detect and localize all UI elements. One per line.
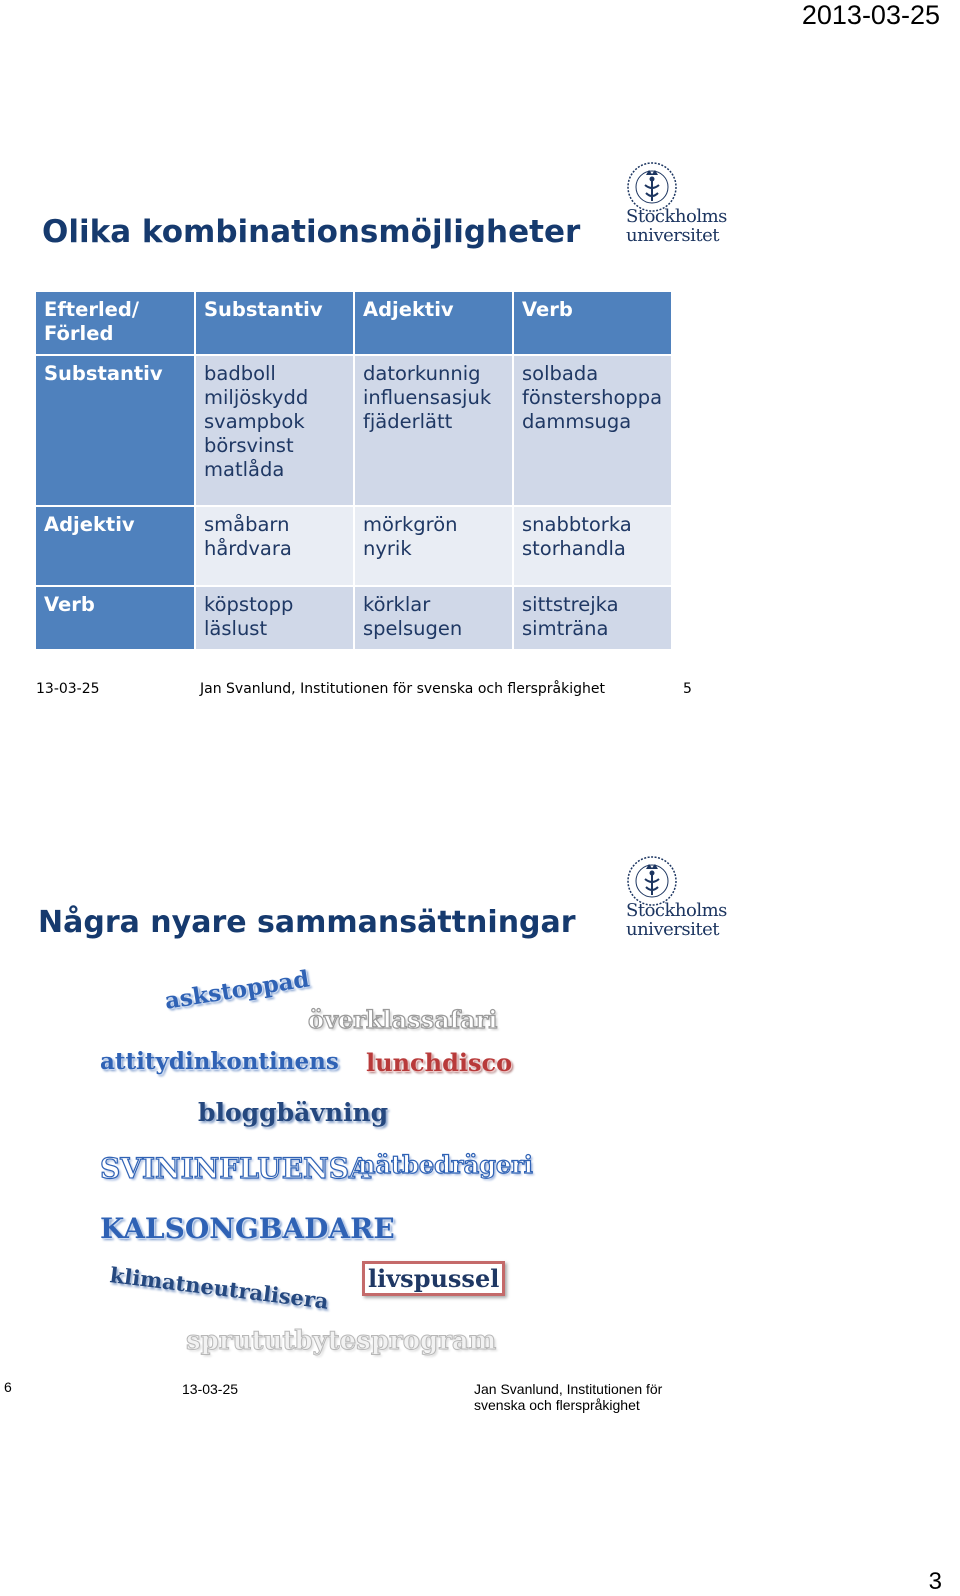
column-header: Substantiv bbox=[195, 291, 354, 355]
compound-word: svampbok bbox=[204, 410, 305, 433]
logo-line1: Stockholms bbox=[626, 900, 727, 921]
table-cell bbox=[513, 355, 672, 506]
combination-table bbox=[34, 290, 673, 651]
logo-line2: universitet bbox=[626, 919, 719, 940]
compound-word: fjäderlätt bbox=[363, 410, 453, 433]
compound-word: läslust bbox=[204, 617, 268, 640]
table-header-row bbox=[35, 291, 672, 355]
table-cell bbox=[354, 586, 513, 650]
word-art: överklassafari bbox=[308, 1005, 498, 1034]
compound-word: köpstopp bbox=[204, 593, 294, 616]
slide2-footer-author-line1: Jan Svanlund, Institutionen för bbox=[474, 1381, 663, 1397]
word-art: attitydinkontinens bbox=[100, 1048, 339, 1075]
compound-word: storhandla bbox=[522, 537, 626, 560]
corner-line1: Efterled/ bbox=[44, 298, 139, 321]
word-art: lunchdisco bbox=[366, 1048, 513, 1077]
slide1-footer-date: 13-03-25 bbox=[36, 681, 100, 697]
table-cell bbox=[195, 506, 354, 586]
compound-word: hårdvara bbox=[204, 537, 292, 560]
word-art: SVININFLUENSA bbox=[100, 1152, 371, 1185]
table-row bbox=[35, 506, 672, 586]
word-art: livspussel bbox=[362, 1261, 505, 1296]
table-cell bbox=[513, 586, 672, 650]
compound-word: fönstershoppa bbox=[522, 386, 663, 409]
header-date: 2013-03-25 bbox=[801, 0, 940, 30]
slide2-footer-date: 13-03-25 bbox=[182, 1381, 239, 1397]
compound-word: badboll bbox=[204, 362, 276, 385]
stockholm-university-logo bbox=[626, 161, 730, 253]
table-row bbox=[35, 355, 672, 506]
row-header: Adjektiv bbox=[35, 506, 195, 586]
compound-word: körklar bbox=[363, 593, 431, 616]
compound-word: influensasjuk bbox=[363, 386, 492, 409]
compound-word: sittstrejka bbox=[522, 593, 619, 616]
word-art: nätbedrägeri bbox=[358, 1150, 533, 1179]
table-cell bbox=[513, 506, 672, 586]
slide1-footer-page: 5 bbox=[683, 681, 692, 697]
word-art: askstoppad bbox=[162, 965, 312, 1015]
compound-word: mörkgrön bbox=[363, 513, 458, 536]
compound-word: simträna bbox=[522, 617, 609, 640]
slide2-footer-author-line2: svenska och flerspråkighet bbox=[474, 1397, 640, 1413]
stockholm-university-logo bbox=[626, 855, 730, 947]
word-art: klimatneutralisera bbox=[108, 1262, 331, 1314]
slide1-title: Olika kombinationsmöjligheter bbox=[42, 214, 581, 250]
compound-word: dammsuga bbox=[522, 410, 632, 433]
compound-word: småbarn bbox=[204, 513, 290, 536]
word-art: bloggbävning bbox=[198, 1098, 389, 1127]
table-cell bbox=[195, 355, 354, 506]
column-header: Adjektiv bbox=[354, 291, 513, 355]
slide2-number: 6 bbox=[4, 1379, 12, 1395]
compound-word: snabbtorka bbox=[522, 513, 632, 536]
corner-line2: Förled bbox=[44, 322, 114, 345]
logo-line2: universitet bbox=[626, 225, 719, 246]
compound-word: solbada bbox=[522, 362, 599, 385]
compound-word: spelsugen bbox=[363, 617, 463, 640]
compound-word: matlåda bbox=[204, 458, 285, 481]
row-header: Verb bbox=[35, 586, 195, 650]
word-art: sprututbytesprogram bbox=[186, 1326, 497, 1356]
compound-word: miljöskydd bbox=[204, 386, 309, 409]
table-corner-cell bbox=[35, 291, 195, 355]
compound-word: datorkunnig bbox=[363, 362, 481, 385]
table-cell bbox=[195, 586, 354, 650]
table-row bbox=[35, 586, 672, 650]
table-cell bbox=[354, 355, 513, 506]
slide1-footer-author: Jan Svanlund, Institutionen för svenska och flerspråkighet bbox=[200, 681, 605, 697]
table-cell bbox=[354, 506, 513, 586]
compound-word: börsvinst bbox=[204, 434, 294, 457]
column-header: Verb bbox=[513, 291, 672, 355]
page-number: 3 bbox=[928, 1568, 942, 1595]
slide2-title: Några nyare sammansättningar bbox=[38, 905, 576, 940]
row-header: Substantiv bbox=[35, 355, 195, 506]
logo-line1: Stockholms bbox=[626, 206, 727, 227]
word-art: KALSONGBADARE bbox=[100, 1212, 395, 1245]
compound-word: nyrik bbox=[363, 537, 412, 560]
